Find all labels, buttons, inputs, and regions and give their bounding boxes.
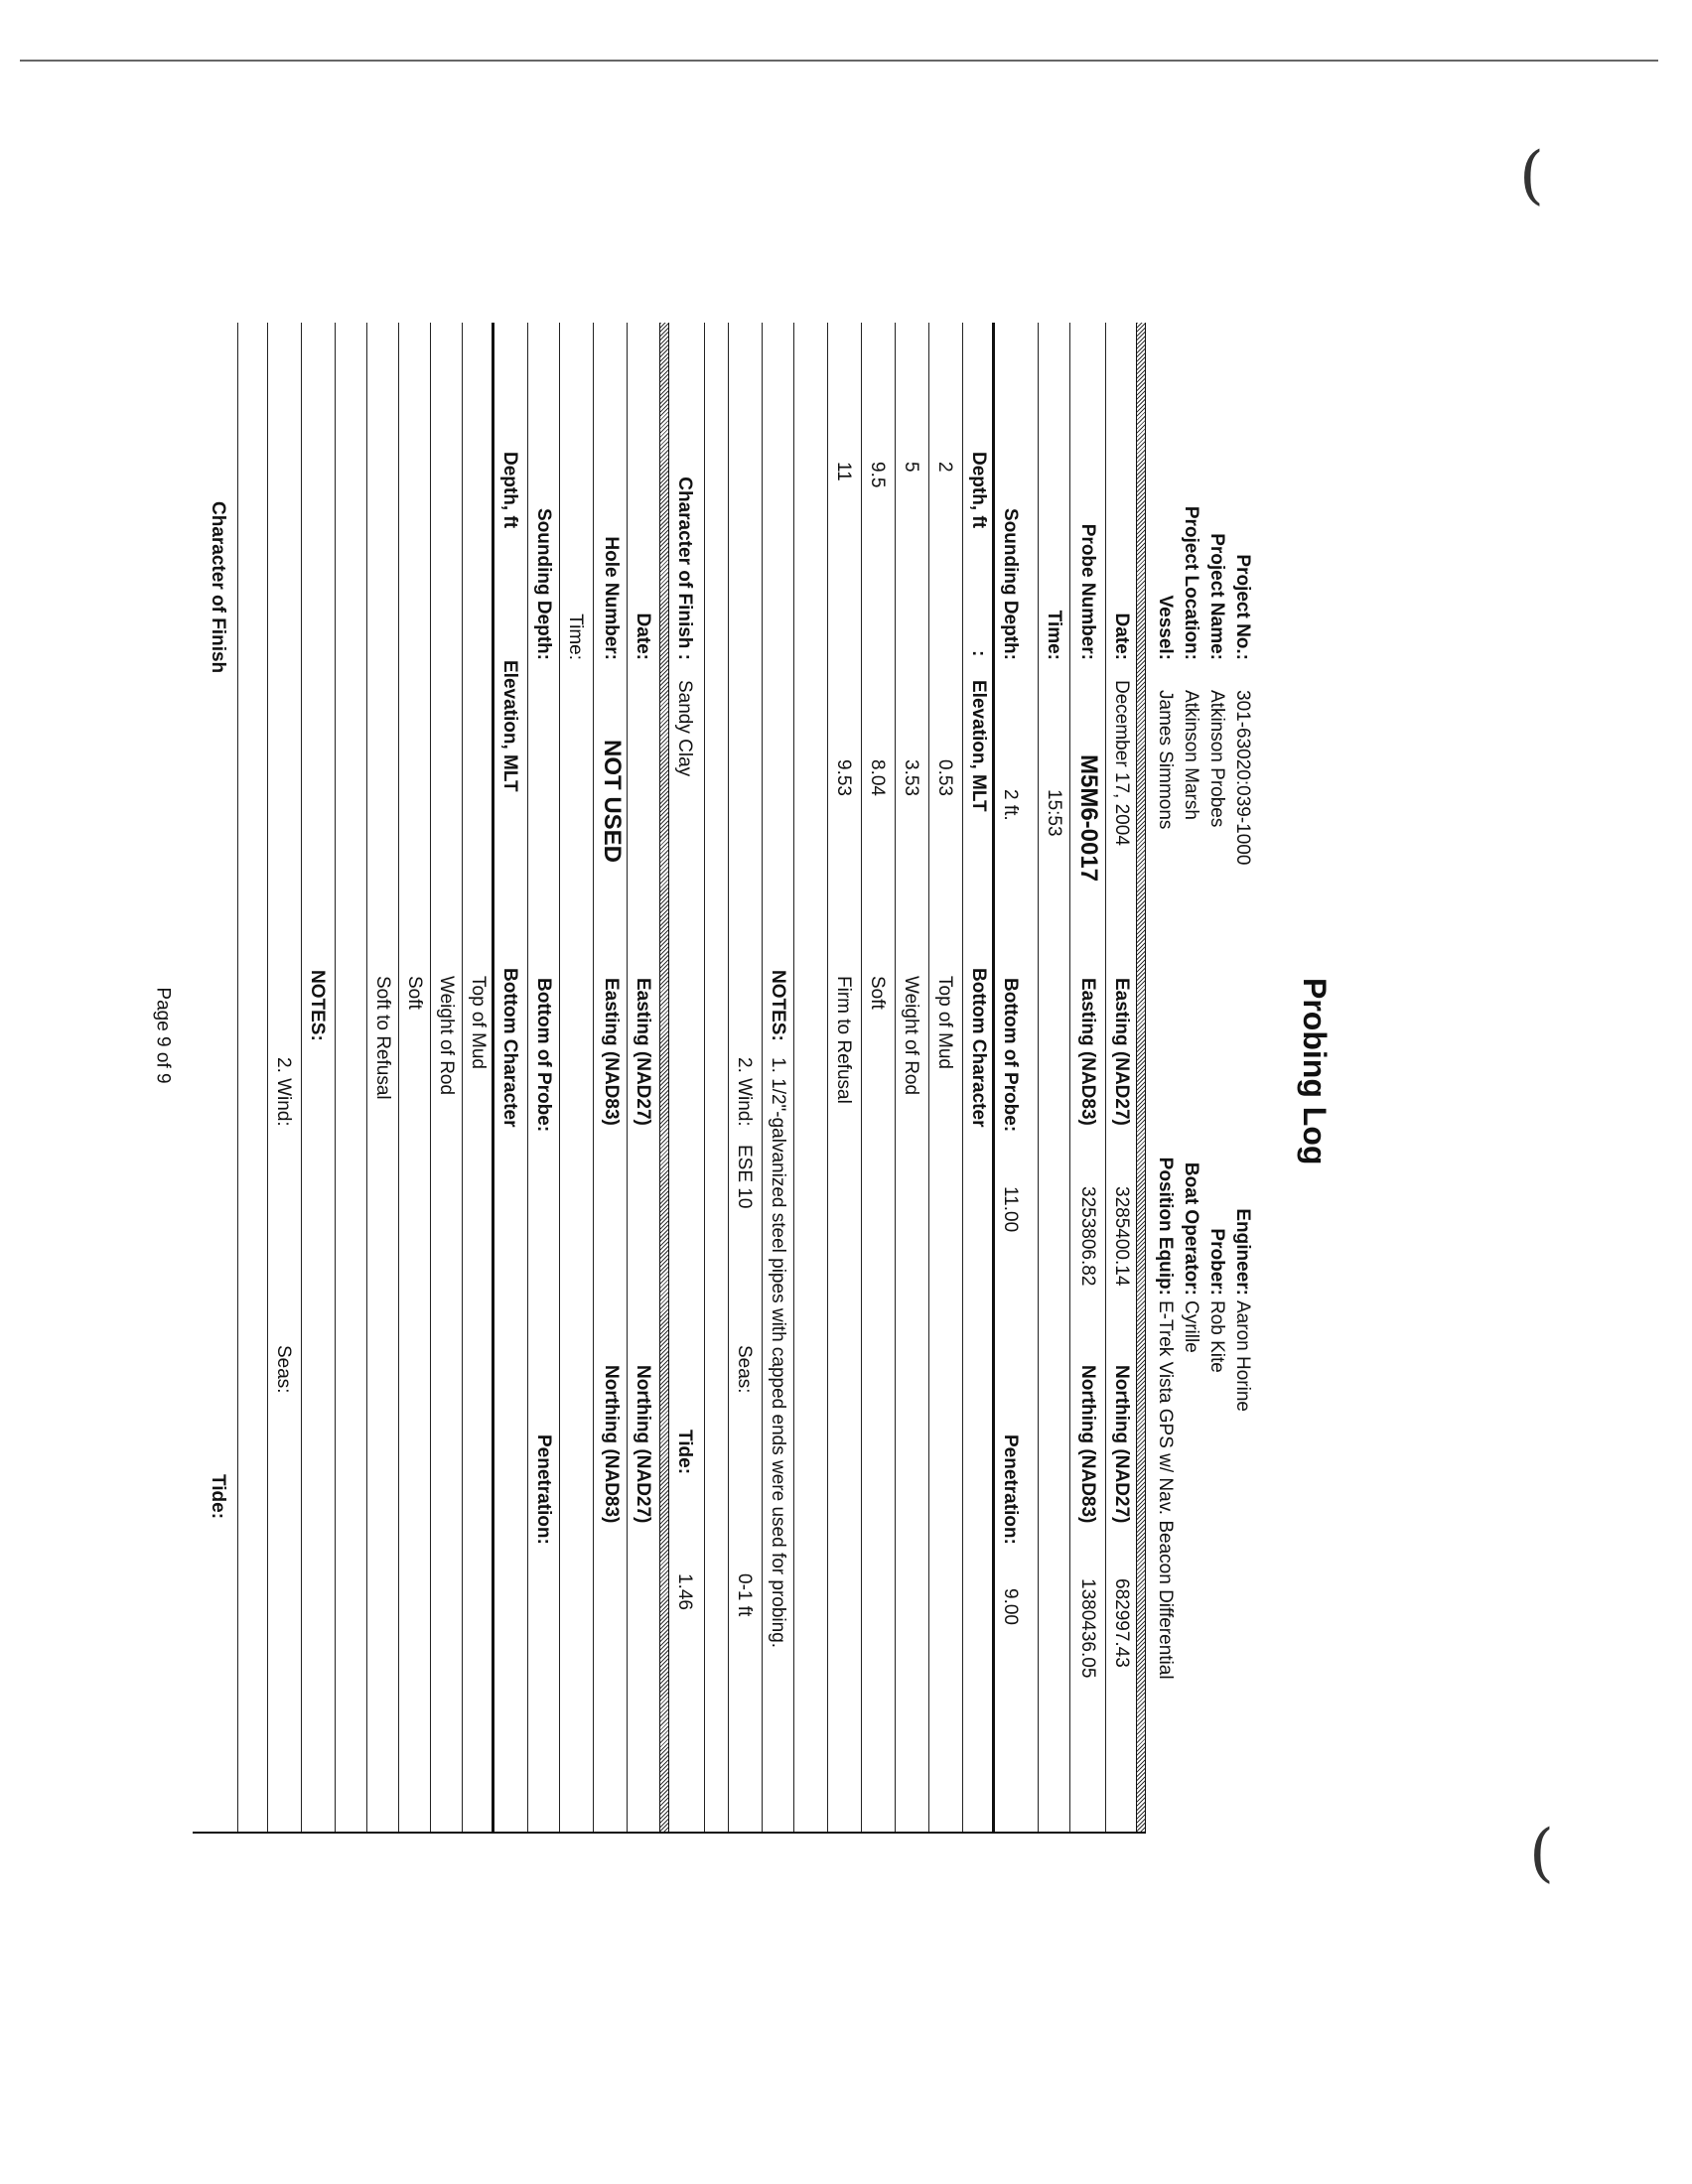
character-of-finish: Sandy Clay [674,680,695,777]
easting-nad83: 3253806.82 [1077,1186,1098,1287]
probe-number-label: Probe Number: [1077,523,1098,660]
bottom-character-column-header: Bottom Character [968,968,989,1128]
depth-column-header: Depth, ft [499,452,520,529]
time-label: Time: [565,614,586,660]
row-rule [895,323,896,1832]
position-equip-label: Position Equip: [1155,1157,1176,1296]
seas: 0-1 ft [734,1573,755,1617]
character-of-finish-label: Character of Finish : [674,477,695,660]
notes-label: NOTES: [768,970,788,1041]
project-name-label: Project Name: [1206,533,1227,660]
elevation-value: 0.53 [934,759,955,796]
probe-number: M5M6-0017 [1075,754,1102,883]
row-rule [861,323,862,1832]
depth-value: 5 [901,462,921,473]
northing-nad27-label: Northing (NAD27) [1111,1365,1132,1524]
edge-mark: ( [1529,1817,1554,1890]
time-label: Time: [1044,610,1064,660]
northing-nad83-label: Northing (NAD83) [601,1365,622,1524]
easting-nad83-label: Easting (NAD83) [1077,978,1098,1126]
project-location: Atkinson Marsh [1181,690,1201,820]
easting-nad83-label: Easting (NAD83) [601,978,622,1126]
bottom-character-value: Weight of Rod [901,976,921,1096]
bottom-character-value: Soft [404,976,425,1010]
bottom-character-value: Soft to Refusal [372,976,393,1100]
tide: 1.46 [674,1573,695,1610]
sounding-depth-label: Sounding Depth: [533,507,554,660]
depth-column-header: Depth, ft [968,452,989,529]
project-no-label: Project No.: [1232,554,1253,660]
engineer: Aaron Horine [1232,1300,1253,1412]
penetration-label: Penetration: [533,1434,554,1545]
row-rule [430,323,431,1832]
boat-operator-label: Boat Operator: [1181,1161,1201,1296]
northing-nad27: 682997.43 [1111,1578,1132,1668]
bottom-character-value: Weight of Rod [436,976,457,1096]
row-rule [1069,323,1070,1832]
northing-nad27-label: Northing (NAD27) [633,1365,653,1524]
section-band [1136,323,1146,1832]
wind-label: 2. Wind: [734,1057,755,1127]
row-rule [793,323,794,1832]
wind: ESE 10 [734,1145,755,1209]
prober: Rob Kite [1206,1300,1227,1373]
row-rule [627,323,628,1832]
penetration: 9.00 [1000,1588,1021,1625]
sounding-depth: 2 ft. [1000,789,1021,821]
top-rule [20,60,1658,62]
project-name: Atkinson Probes [1206,690,1227,828]
prober-label: Prober: [1206,1228,1227,1296]
date-label: Date: [633,613,653,660]
boat-operator: Cyrille [1181,1300,1201,1353]
row-rule [827,323,828,1832]
colon-mark: : [968,650,989,657]
row-rule [527,323,528,1832]
row-rule [1105,323,1106,1832]
row-rule [928,323,929,1832]
hole-number-label: Hole Number: [601,536,622,660]
tide-label: Tide: [208,1474,228,1520]
depth-value: 2 [934,462,955,473]
row-rule [593,323,594,1832]
row-rule [492,323,494,1832]
row-rule [728,323,729,1832]
elevation-column-header: Elevation, MLT [499,660,520,792]
probe-date: December 17, 2004 [1111,680,1132,846]
row-rule [962,323,963,1832]
seas-label: Seas: [734,1345,755,1394]
bottom-character-value: Soft [867,976,888,1010]
page-title: Probing Log [1297,978,1333,1165]
row-rule [267,323,268,1832]
vessel-label: Vessel: [1155,595,1176,660]
position-equip: E-Trek Vista GPS w/ Nav. Beacon Differential [1155,1300,1176,1680]
date-label: Date: [1111,613,1132,660]
row-rule [335,323,336,1832]
bottom-of-probe-label: Bottom of Probe: [533,978,554,1133]
depth-value: 9.5 [867,462,888,488]
page-number: Page 9 of 9 [152,987,174,1084]
table-border [193,1832,1146,1834]
tide-label: Tide: [674,1430,695,1475]
bottom-of-probe-label: Bottom of Probe: [1000,978,1021,1133]
section-band [659,323,669,1832]
bottom-character-value: Top of Mud [468,976,489,1069]
elevation-value: 3.53 [901,759,921,796]
row-rule [762,323,763,1832]
character-of-finish-label: Character of Finish [208,501,228,674]
row-rule [366,323,367,1832]
elevation-column-header: Elevation, MLT [968,680,989,812]
row-rule [559,323,560,1832]
easting-nad27: 3285400.14 [1111,1186,1132,1287]
bottom-character-value: Firm to Refusal [833,976,854,1104]
seas-label: Seas: [273,1345,294,1394]
vessel: James Simmons [1155,690,1176,830]
row-rule [704,323,705,1832]
edge-mark: ( [1519,139,1544,212]
row-rule [1038,323,1039,1832]
probe-time: 15:53 [1044,789,1064,837]
probing-log-sheet [181,323,1333,1832]
bottom-character-value: Top of Mud [934,976,955,1069]
penetration-label: Penetration: [1000,1434,1021,1545]
elevation-value: 9.53 [833,759,854,796]
row-rule [301,323,302,1832]
row-rule [992,323,995,1832]
easting-nad27-label: Easting (NAD27) [633,978,653,1126]
sounding-depth-label: Sounding Depth: [1000,507,1021,660]
engineer-label: Engineer: [1232,1208,1253,1296]
northing-nad83: 1380436.05 [1077,1578,1098,1679]
depth-value: 11 [833,462,854,481]
elevation-value: 8.04 [867,759,888,796]
row-rule [398,323,399,1832]
notes-label: NOTES: [307,970,328,1041]
bottom-character-column-header: Bottom Character [499,968,520,1128]
hole-number: NOT USED [599,740,626,864]
project-location-label: Project Location: [1181,505,1201,660]
row-rule [237,323,238,1832]
wind-label: 2. Wind: [273,1057,294,1127]
easting-nad27-label: Easting (NAD27) [1111,978,1132,1126]
row-rule [462,323,463,1832]
bottom-of-probe: 11.00 [1000,1186,1021,1233]
northing-nad83-label: Northing (NAD83) [1077,1365,1098,1524]
note-pipes: 1. 1/2"-galvanized steel pipes with capped ends were used for probing. [768,1057,788,1649]
project-no: 301-63020:039-1000 [1232,690,1253,866]
